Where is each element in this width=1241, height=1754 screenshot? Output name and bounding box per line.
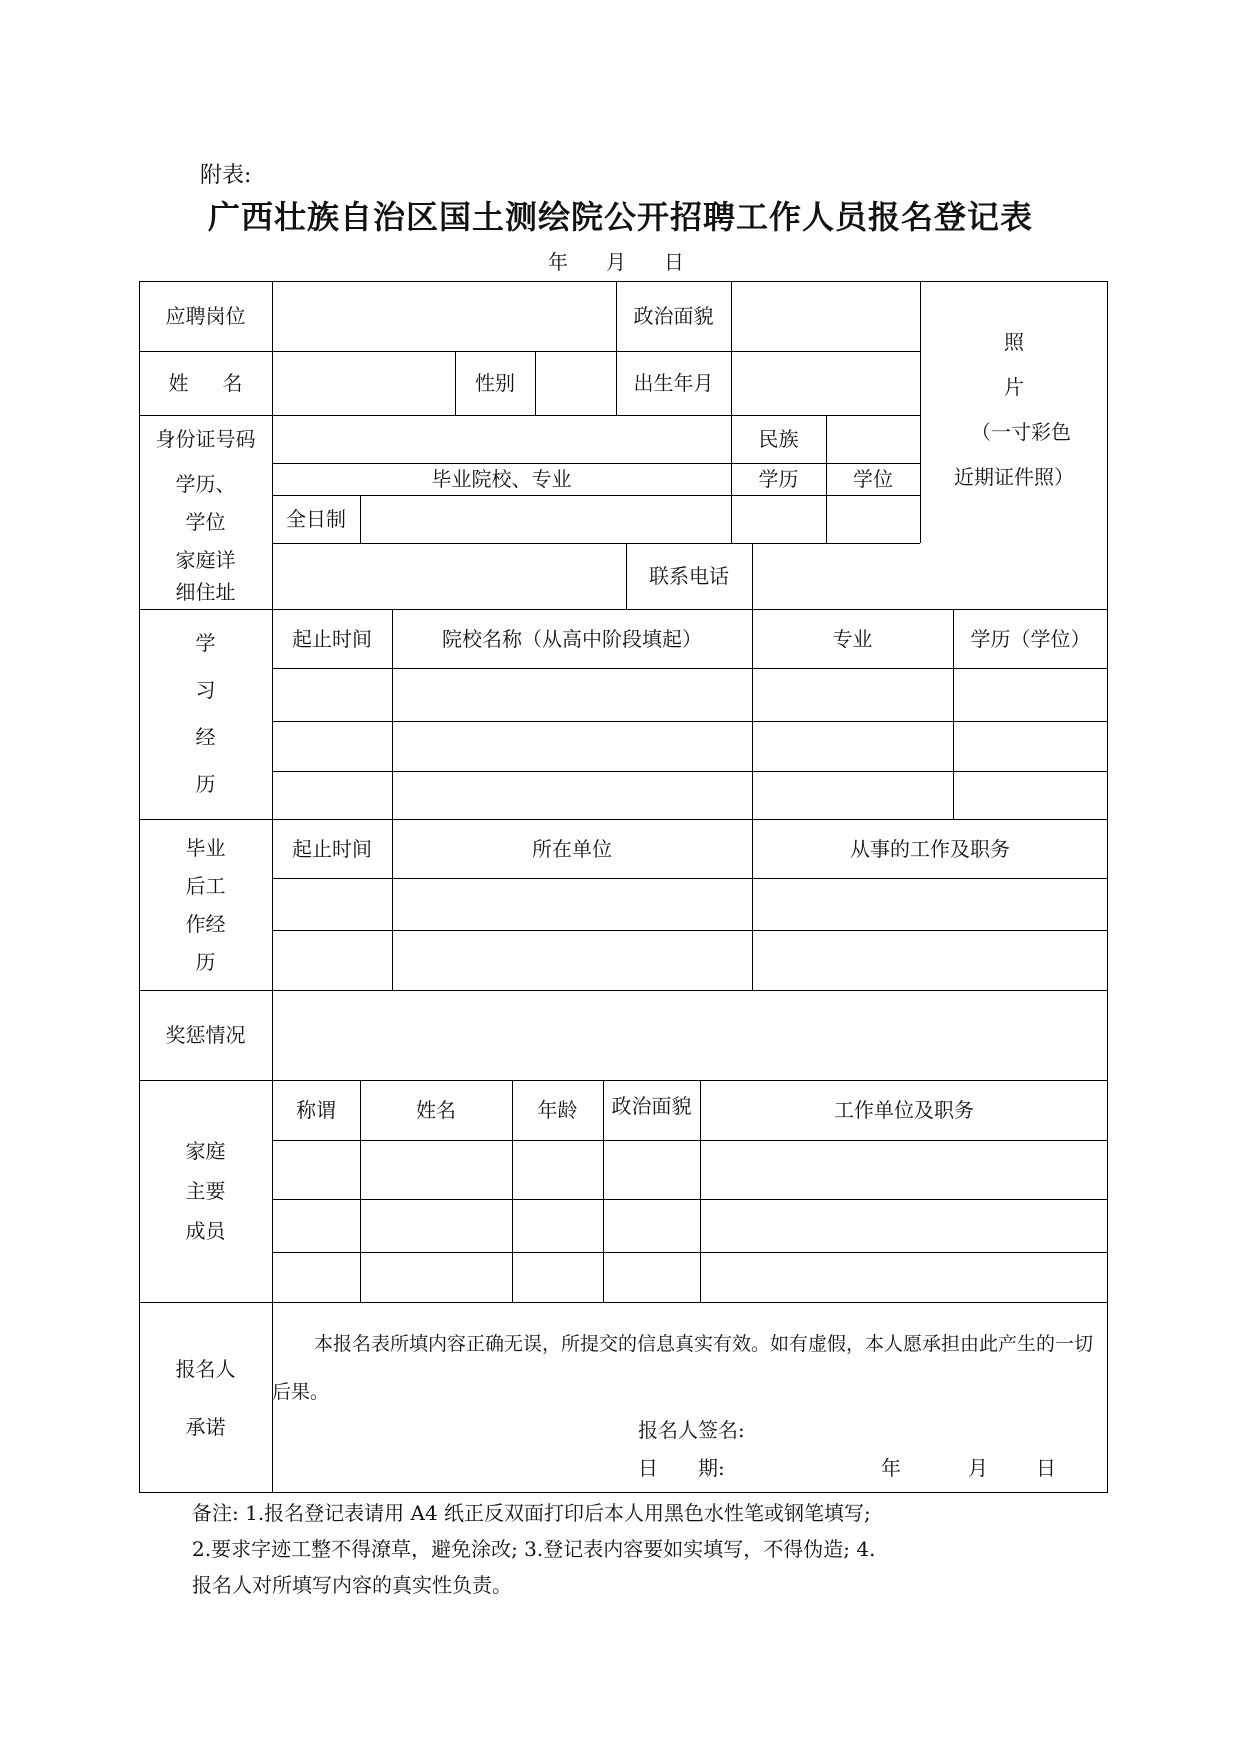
birth-field[interactable] [732, 352, 919, 414]
label-ethnicity: 民族 [758, 427, 799, 451]
photo-line-3: （一寸彩色 [971, 420, 1071, 444]
pledge-label-a: 报名人 [175, 1356, 236, 1381]
work-header-duty: 从事的工作及职务 [850, 836, 1010, 861]
family-header-relation: 称谓 [296, 1098, 336, 1122]
awards-field[interactable] [273, 991, 1107, 1079]
label-address-a: 家庭详 [175, 548, 236, 572]
pledge-signature-label: 报名人签名: [638, 1418, 745, 1442]
family-label-1: 家庭 [185, 1139, 226, 1163]
photo-line-4: 近期证件照） [954, 465, 1074, 489]
photo-line-2: 片 [1004, 375, 1024, 399]
study-header-degree: 学历（学位） [970, 626, 1091, 651]
label-political: 政治面貌 [633, 304, 714, 328]
label-degree: 学位 [853, 467, 893, 491]
study-header-period: 起止时间 [292, 626, 372, 651]
label-pledge [139, 1302, 272, 1493]
work-header-period: 起止时间 [292, 836, 372, 861]
study-label-1: 学 [195, 631, 216, 655]
label-edu-b: 学位 [185, 510, 226, 534]
pledge-statement: 本报名表所填内容正确无误，所提交的信息真实有效。如有虚假，本人愿承担由此产生的一切后果。 [272, 1333, 1094, 1403]
label-family-members [139, 1080, 272, 1302]
ethnicity-field[interactable] [827, 416, 919, 462]
pledge-label-b: 承诺 [185, 1414, 226, 1439]
label-education-degree [139, 463, 272, 543]
work-label-4: 历 [195, 949, 216, 974]
work-label-3: 作经 [185, 911, 226, 936]
family-header-political: 政治面貌 [611, 1094, 692, 1118]
family-header-name: 姓名 [416, 1098, 456, 1122]
study-label-3: 经 [195, 725, 216, 749]
label-gender: 性别 [475, 371, 515, 395]
work-label-1: 毕业 [185, 835, 226, 860]
phone-field[interactable] [753, 544, 1107, 608]
attachment-label: 附表: [200, 163, 252, 188]
date-day: 日 [664, 250, 684, 274]
gender-field[interactable] [536, 352, 615, 414]
label-name-b: 名 [222, 371, 243, 395]
photo-line-1: 照 [1004, 330, 1024, 354]
label-name [139, 351, 272, 415]
study-header-major: 专业 [832, 626, 873, 651]
name-field[interactable] [273, 352, 454, 414]
photo-area[interactable] [920, 320, 1108, 500]
study-header-school: 院校名称（从高中阶段填起） [442, 626, 702, 651]
label-school-major: 毕业院校、专业 [431, 467, 572, 491]
label-address [139, 543, 272, 609]
position-field[interactable] [273, 282, 615, 350]
study-label-2: 习 [195, 678, 216, 702]
school-major-field[interactable] [361, 496, 730, 542]
family-header-employer-duty: 工作单位及职务 [834, 1098, 974, 1122]
label-phone: 联系电话 [649, 564, 729, 588]
label-address-b: 细住址 [175, 580, 236, 604]
label-awards: 奖惩情况 [165, 1023, 246, 1047]
footnotes [192, 1495, 1092, 1603]
label-study-history [139, 609, 272, 819]
label-birth: 出生年月 [633, 371, 714, 395]
work-header-employer: 所在单位 [532, 836, 612, 861]
pledge-date-year: 年 [881, 1456, 901, 1480]
family-label-2: 主要 [185, 1179, 226, 1203]
label-id-number: 身份证号码 [155, 427, 256, 451]
label-name-a: 姓 [168, 371, 189, 395]
note-line-1: 备注: 1.报名登记表请用 A4 纸正反双面打印后本人用黑色水性笔或钢笔填写; [192, 1501, 871, 1525]
note-line-3: 报名人对所填写内容的真实性负责。 [192, 1573, 512, 1597]
political-field[interactable] [732, 282, 919, 350]
form-title: 广西壮族自治区国土测绘院公开招聘工作人员报名登记表 [207, 198, 1033, 236]
label-work-history [139, 819, 272, 990]
family-label-3: 成员 [185, 1219, 226, 1243]
pledge-date-day: 日 [1036, 1456, 1056, 1480]
pledge-date-label: 日 期: [638, 1456, 725, 1480]
degree-field[interactable] [827, 496, 919, 542]
family-header-age: 年龄 [537, 1098, 578, 1122]
label-education: 学历 [758, 467, 799, 491]
form-date-header [548, 246, 684, 275]
label-edu-a: 学历、 [175, 472, 236, 496]
id-number-field[interactable] [273, 416, 730, 462]
note-line-2: 2.要求字迹工整不得潦草，避免涂改; 3.登记表内容要如实填写，不得伪造; 4. [192, 1537, 876, 1561]
work-label-2: 后工 [185, 873, 226, 898]
date-year: 年 [548, 250, 568, 274]
date-month: 月 [606, 250, 626, 274]
address-field[interactable] [273, 544, 625, 608]
label-fulltime: 全日制 [286, 507, 346, 531]
pledge-date-month: 月 [968, 1456, 988, 1480]
education-field[interactable] [732, 496, 825, 542]
pledge-signature-field[interactable] [752, 1408, 1052, 1442]
study-label-4: 历 [195, 772, 216, 796]
label-position: 应聘岗位 [165, 304, 246, 328]
